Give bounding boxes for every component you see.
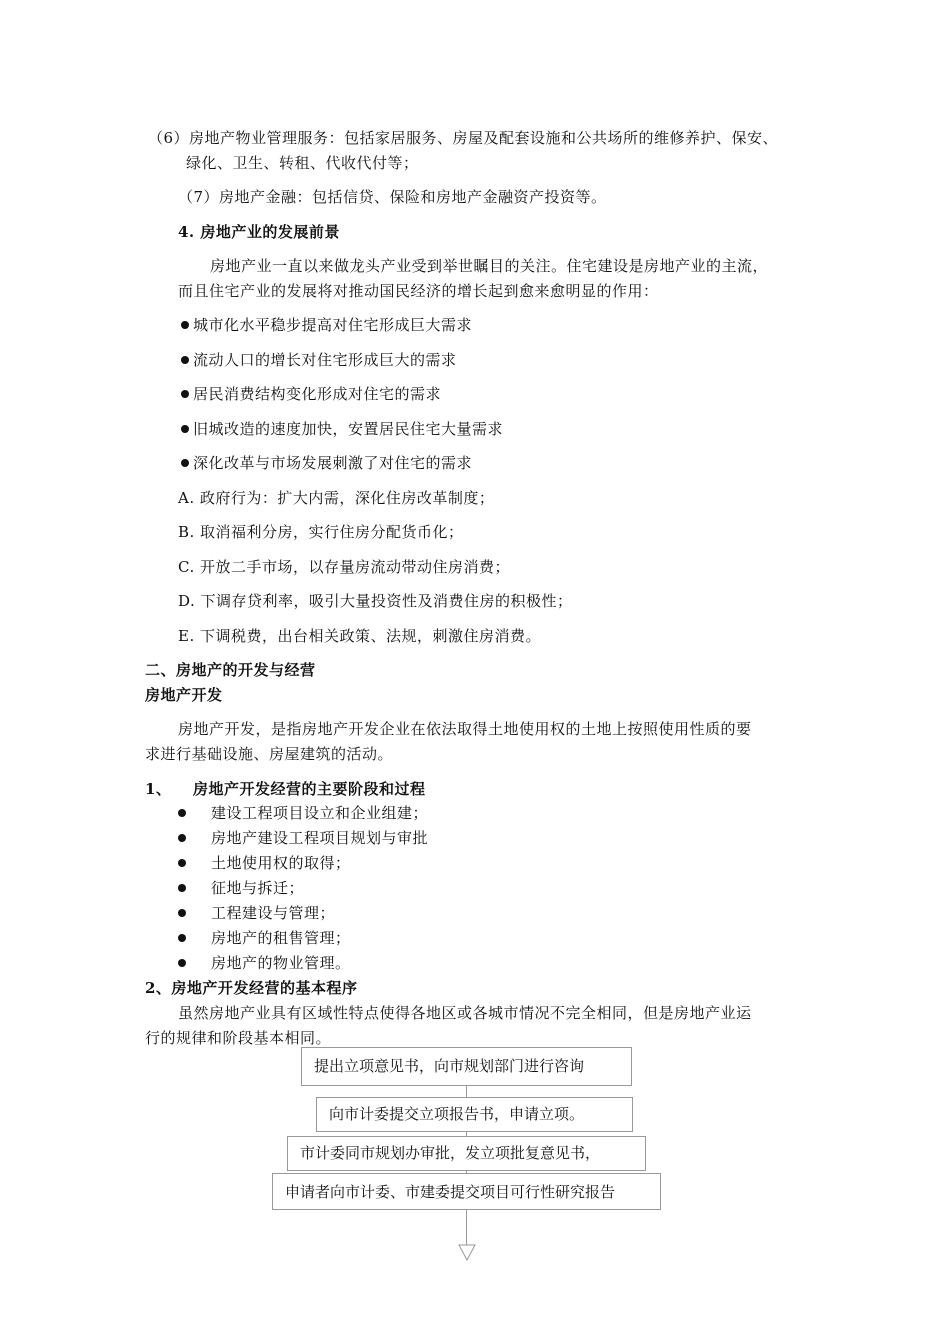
lettered-item: B. 取消福利分房，实行住房分配货币化； — [178, 523, 464, 541]
part-2-subheading: 房地产开发 — [145, 686, 223, 704]
demand-bullet: 城市化水平稳步提高对住宅形成巨大需求 — [193, 316, 473, 334]
procedure-para-line1: 虽然房地产业具有区域性特点使得各地区或各城市情况不完全相同，但是房地产业运 — [178, 1004, 752, 1022]
demand-bullet: 居民消费结构变化形成对住宅的需求 — [193, 385, 442, 403]
bullet-dot-icon — [178, 909, 186, 917]
bullet-dot-icon — [181, 425, 189, 433]
procedure-para-line2: 行的规律和阶段基本相同。 — [145, 1029, 332, 1047]
lettered-item: A. 政府行为：扩大内需，深化住房改革制度； — [178, 489, 495, 507]
bullet-dot-icon — [181, 356, 189, 364]
flow-step-4: 申请者向市计委、市建委提交项目可行性研究报告 — [272, 1173, 661, 1210]
stage-item: 建设工程项目设立和企业组建； — [211, 804, 429, 822]
bullet-dot-icon — [178, 834, 186, 842]
stage-item: 征地与拆迁； — [211, 879, 305, 897]
lettered-item: E. 下调税费，出台相关政策、法规，刺激住房消费。 — [178, 627, 541, 645]
demand-bullet: 深化改革与市场发展刺激了对住宅的需求 — [193, 454, 473, 472]
stage-item: 房地产的物业管理。 — [211, 954, 351, 972]
flow-step-2: 向市计委提交立项报告书，申请立项。 — [316, 1097, 633, 1132]
bullet-dot-icon — [178, 959, 186, 967]
part-2-heading: 二、房地产的开发与经营 — [145, 661, 316, 679]
item-6-line1: （6）房地产物业管理服务：包括家居服务、房屋及配套设施和公共场所的维修养护、保安、 — [148, 129, 779, 147]
stages-heading: 房地产开发经营的主要阶段和过程 — [193, 780, 426, 798]
bullet-dot-icon — [181, 390, 189, 398]
down-arrow-icon — [457, 1244, 477, 1262]
part-2-para-line2: 求进行基础设施、房屋建筑的活动。 — [145, 745, 394, 763]
demand-bullet: 旧城改造的速度加快，安置居民住宅大量需求 — [193, 420, 504, 438]
bullet-dot-icon — [178, 809, 186, 817]
stage-item: 土地使用权的取得； — [211, 854, 351, 872]
bullet-dot-icon — [178, 859, 186, 867]
stage-item: 工程建设与管理； — [211, 904, 336, 922]
stage-item: 房地产的租售管理； — [211, 929, 351, 947]
lettered-item: C. 开放二手市场，以存量房流动带动住房消费； — [178, 558, 510, 576]
bullet-dot-icon — [181, 321, 189, 329]
demand-bullet: 流动人口的增长对住宅形成巨大的需求 — [193, 351, 457, 369]
section-4-para-line1: 房地产业一直以来做龙头产业受到举世瞩目的关注。住宅建设是房地产业的主流， — [210, 257, 769, 275]
flow-step-3: 市计委同市规划办审批，发立项批复意见书， — [287, 1136, 646, 1171]
stages-heading-number: 1、 — [145, 780, 172, 798]
flow-step-1: 提出立项意见书，向市规划部门进行咨询 — [301, 1047, 632, 1086]
bullet-dot-icon — [178, 934, 186, 942]
part-2-para-line1: 房地产开发，是指房地产开发企业在依法取得土地使用权的土地上按照使用性质的要 — [178, 720, 752, 738]
lettered-item: D. 下调存贷利率，吸引大量投资性及消费住房的积极性； — [178, 592, 573, 610]
procedure-heading: 2、房地产开发经营的基本程序 — [145, 979, 358, 997]
bullet-dot-icon — [181, 459, 189, 467]
stage-item: 房地产建设工程项目规划与审批 — [211, 829, 429, 847]
item-6-line2: 绿化、卫生、转租、代收代付等； — [186, 154, 419, 172]
item-7: （7）房地产金融：包括信贷、保险和房地产金融资产投资等。 — [178, 188, 607, 206]
section-4-heading: 4. 房地产业的发展前景 — [178, 223, 340, 241]
bullet-dot-icon — [178, 884, 186, 892]
section-4-para-line2: 而且住宅产业的发展将对推动国民经济的增长起到愈来愈明显的作用： — [178, 282, 659, 300]
